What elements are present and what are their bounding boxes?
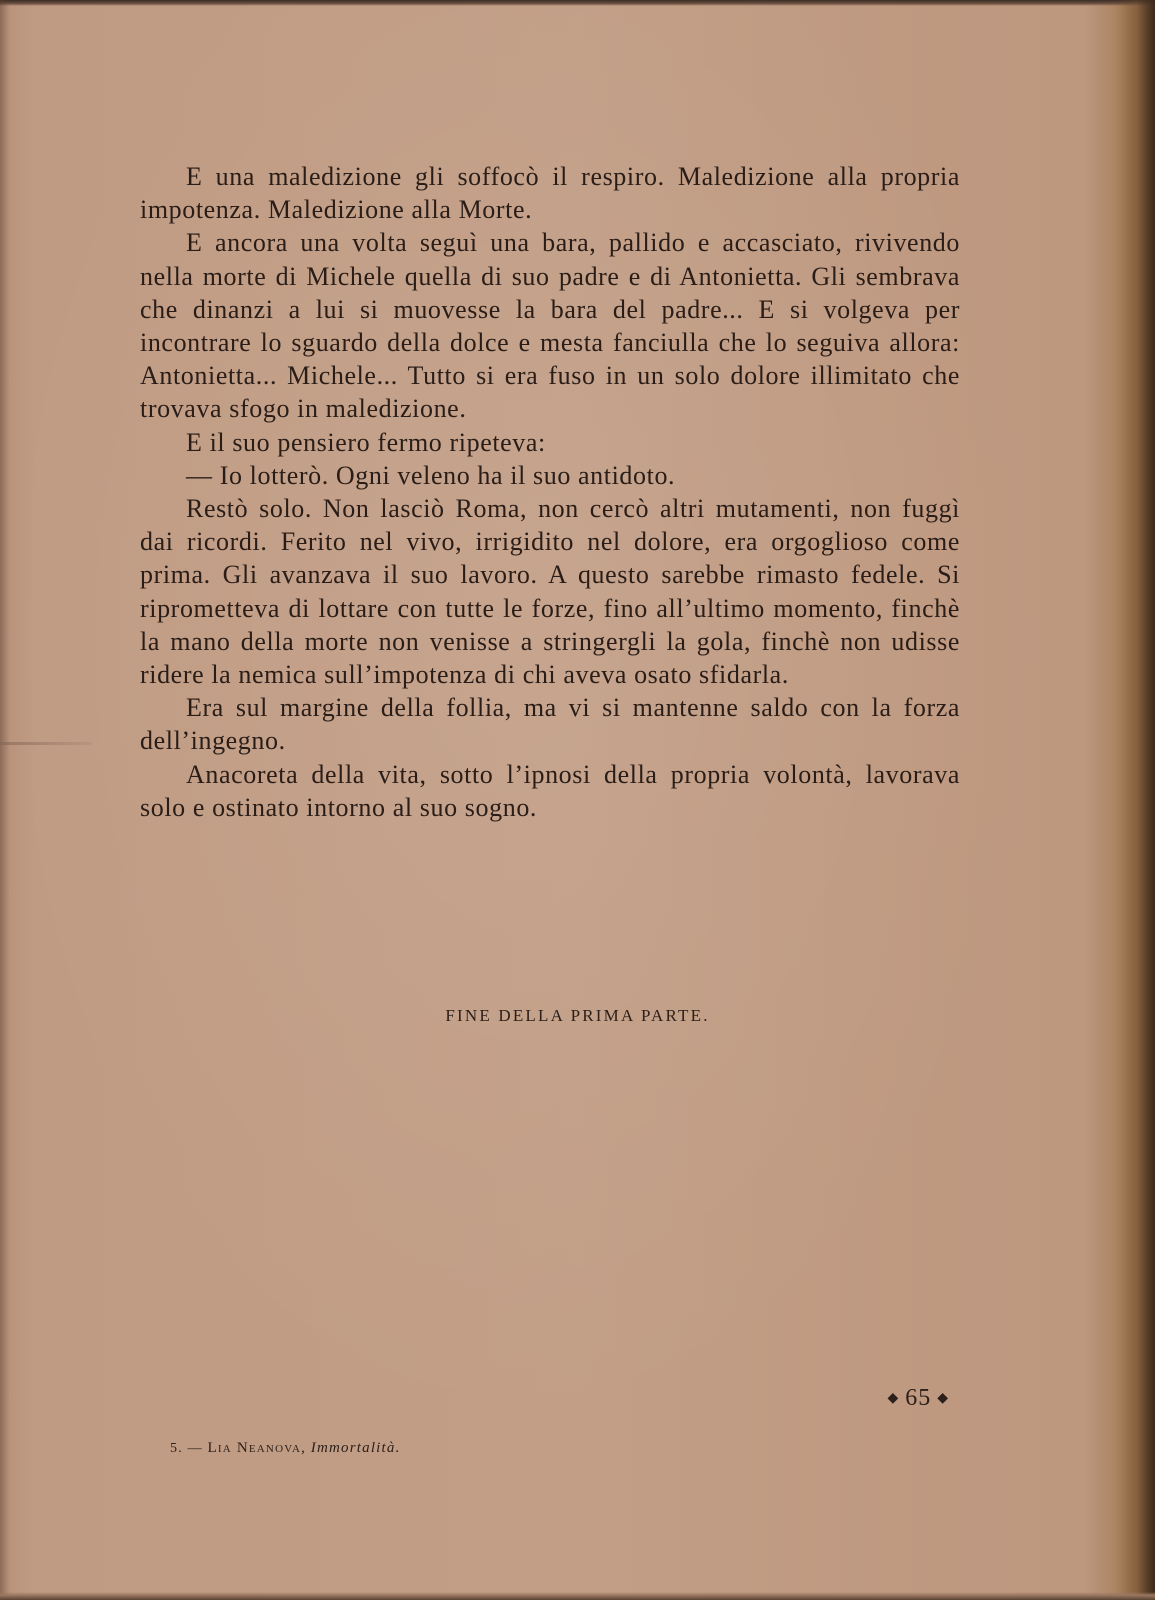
author-name: Lia Neanova, xyxy=(207,1440,307,1456)
signature-mark: 5. — xyxy=(170,1441,203,1456)
page-number xyxy=(881,1385,955,1412)
paragraph: E il suo pensiero fermo ripeteva: xyxy=(186,427,546,457)
page-left-edge xyxy=(0,0,10,1600)
paragraph: E ancora una volta seguì una bara, pallido e accasciato, rivivendo nella morte di Michele quella di suo padre e di Antonietta. Gli sembrava che dinanzi a lui si muovesse la bara del padre... E si volgeva per incontrare lo sguardo della dolce e mesta fanciulla che lo seguiva allora: Antonietta... Michele... Tutto si era fuso in un solo dolore illimitato che trovava sfogo in maledizione. xyxy=(140,228,960,424)
paper-mark xyxy=(0,742,92,745)
diamond-ornament-icon: ◆ xyxy=(937,1391,949,1406)
diamond-ornament-icon: ◆ xyxy=(887,1391,900,1406)
page-number-value: 65 xyxy=(905,1385,932,1411)
paragraph: — Io lotterò. Ogni veleno ha il suo antidoto. xyxy=(186,460,676,490)
book-title: Immortalità. xyxy=(310,1440,401,1456)
signature-line xyxy=(170,1440,401,1457)
page-bottom-edge xyxy=(0,1592,1155,1600)
paragraph: Anacoreta della vita, sotto l’ipnosi della propria volontà, lavorava solo e ostinato intorno al suo sogno. xyxy=(140,759,960,822)
page-top-edge xyxy=(0,0,1155,6)
part-end-label: FINE DELLA PRIMA PARTE. xyxy=(445,1006,710,1025)
body-text xyxy=(140,160,960,824)
page-right-edge xyxy=(1115,0,1155,1600)
paragraph: Era sul margine della follia, ma vi si mantenne saldo con la forza dell’ingegno. xyxy=(140,693,960,756)
paragraph: Restò solo. Non lasciò Roma, non cercò altri mutamenti, non fuggì dai ricordi. Ferito nel vivo, irrigidito nel dolore, era orgoglioso come prima. Gli avanzava il suo lavoro. A questo sarebbe rimasto fedele. Si riprometteva di lottare con tutte le forze, fino all’ultimo momento, finchè la mano della morte non venisse a stringergli la gola, finchè non udisse ridere la nemica sull’impotenza di chi aveva osato sfidarla. xyxy=(140,494,960,690)
paragraph: E una maledizione gli soffocò il respiro. Maledizione alla propria impotenza. Maledizione alla Morte. xyxy=(140,162,960,225)
